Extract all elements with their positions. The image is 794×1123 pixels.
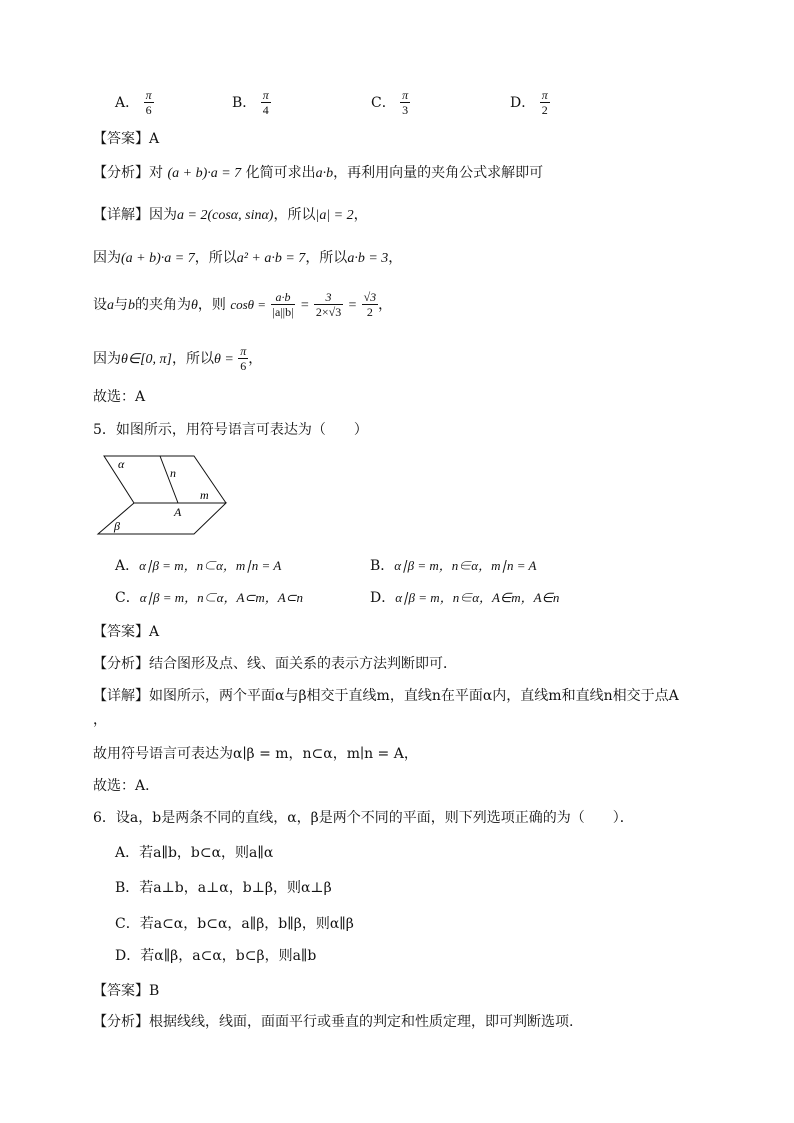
option-b: [115, 880, 332, 897]
fraction: [400, 88, 410, 118]
text: 设: [93, 296, 107, 313]
analysis-line: [93, 656, 457, 673]
option-label: D．: [370, 590, 396, 606]
label-m: m: [200, 488, 209, 502]
denominator: 2: [540, 102, 550, 117]
label-alpha: α: [118, 457, 125, 471]
denominator: 6: [144, 102, 154, 117]
detail-line-3: 设a与b的夹角为θ，则 cosθ = $\frac{a\cdot b}{|a||b|}$ = $\frac{3}{2\times√3}$ = $\frac{√3}{2}$ ，: [93, 290, 393, 320]
math-expr: (a + b)·a = 7: [167, 166, 242, 181]
analysis-text: 根据线线，线面，面面平行或垂直的判定和性质定理，即可判断选项.: [149, 1014, 574, 1030]
numerator: √3: [363, 290, 377, 304]
numerator: a·b: [275, 290, 291, 304]
option-b: [370, 558, 536, 575]
text: ，所以: [305, 250, 348, 266]
text: 与: [114, 296, 128, 313]
math-expr: a·b = 3: [347, 251, 389, 266]
option-label: B．: [232, 94, 257, 111]
option-label: D．: [115, 948, 141, 964]
math-expr: a² + a·b = 7: [236, 251, 306, 266]
text: ，所以: [194, 250, 237, 266]
math-expr: a = 2(cosα, sinα): [177, 208, 274, 223]
fraction: [271, 290, 296, 320]
option-d: [115, 948, 316, 965]
question-title: 5．如图所示，用符号语言可表达为（ ）: [93, 422, 368, 438]
detail-line-4: [93, 344, 262, 374]
conclusion: 故选：A: [93, 389, 146, 405]
answer-tag: 【答案】: [93, 131, 149, 147]
text: ，则: [197, 296, 226, 313]
text: ，: [248, 350, 263, 367]
option-text: 若a∥b，b⊂α，则a∥α: [139, 845, 274, 861]
label-n: n: [170, 466, 176, 480]
detail-line-1: [93, 207, 368, 225]
option-b: [232, 88, 271, 118]
fraction: [314, 290, 343, 320]
math-expr: θ =: [213, 351, 234, 367]
numerator: π: [145, 88, 152, 102]
fraction: [540, 88, 550, 118]
text: ，所以: [171, 350, 214, 367]
text: 因为: [93, 250, 121, 266]
option-a: [115, 845, 273, 862]
math-expr: (a + b)·a = 7: [121, 251, 195, 266]
fraction: [362, 290, 379, 320]
detail-text: 如图所示，两个平面α与β相交于直线m，直线n在平面α内，直线m和直线n相交于点A: [149, 688, 679, 704]
math-expr: |a| = 2: [315, 208, 354, 223]
analysis-line: [93, 165, 543, 183]
plane-figure: [96, 448, 236, 540]
answer-line: [93, 131, 159, 148]
detail-line-2: [93, 250, 402, 268]
math-var: θ: [191, 297, 198, 313]
math-expr: cosθ =: [230, 296, 267, 312]
answer-value: B: [149, 983, 160, 999]
option-text: 若a⊥b，a⊥α，b⊥β，则α⊥β: [139, 880, 332, 896]
text: ，所以: [273, 207, 316, 223]
analysis-tag: 【分析】: [93, 165, 149, 181]
option-d: [510, 88, 550, 118]
detail-line-1b: ，: [93, 712, 107, 728]
detail-tag: 【详解】: [93, 207, 149, 223]
numerator: π: [402, 88, 409, 102]
analysis-line: [93, 1014, 573, 1031]
answer-tag: 【答案】: [93, 624, 149, 640]
option-d: [370, 590, 559, 607]
option-c: [371, 88, 410, 118]
text: ，: [353, 207, 368, 223]
option-text: α∣β = m，n⊂α，A⊂m，A⊂n: [139, 590, 304, 605]
denominator: 4: [261, 102, 271, 117]
option-label: D．: [510, 94, 536, 111]
question-title: 6．设a，b是两条不同的直线，α，β是两个不同的平面，则下列选项正确的为（ ）．: [93, 810, 634, 826]
option-label: B．: [115, 880, 140, 896]
math-expr: θ∈[0, π]: [121, 351, 172, 367]
option-label: B．: [370, 558, 395, 574]
text: 化简可求出: [245, 165, 316, 181]
denominator: 2: [362, 304, 379, 319]
text: 的夹角为: [135, 296, 191, 313]
option-label: C．: [115, 916, 140, 932]
option-text: α∣β = m，n∈α，A∈m，A∈n: [395, 590, 560, 605]
text: 因为: [149, 207, 177, 223]
answer-tag: 【答案】: [93, 983, 149, 999]
answer-line: [93, 983, 159, 1000]
fraction: [261, 88, 271, 118]
option-text: 若a⊂α，b⊂α，a∥β，b∥β，则α∥β: [139, 916, 354, 932]
math-var: b: [128, 297, 135, 313]
option-a: [115, 558, 281, 575]
answer-value: A: [149, 131, 160, 147]
numerator: π: [262, 88, 269, 102]
denominator: |a||b|: [272, 305, 294, 320]
option-label: C．: [115, 590, 140, 606]
fraction: [238, 344, 248, 374]
option-text: α∣β = m，n∈α，m∣n = A: [394, 558, 537, 573]
detail-line-1: [93, 688, 679, 705]
option-a: [115, 88, 154, 118]
option-label: C．: [371, 94, 396, 111]
math-expr: a·b: [315, 166, 334, 181]
denominator: 6: [238, 358, 248, 373]
text: 对: [149, 165, 163, 181]
option-label: A．: [115, 94, 140, 111]
text: ，再利用向量的夹角公式求解即可: [333, 165, 544, 181]
text: ，: [378, 296, 393, 313]
text: 因为: [93, 350, 121, 367]
detail-line-2: 故用符号语言可表达为α∣β = m，n⊂α，m∣n = A，: [93, 746, 418, 762]
option-label: A．: [115, 845, 140, 861]
conclusion: 故选：A．: [93, 778, 160, 794]
option-label: A．: [115, 558, 140, 574]
answer-value: A: [149, 624, 160, 640]
fraction: [144, 88, 154, 118]
option-c: [115, 590, 303, 607]
analysis-tag: 【分析】: [93, 1014, 149, 1030]
text: ，: [388, 250, 403, 266]
answer-line: [93, 624, 159, 641]
numerator: π: [541, 88, 548, 102]
label-A: A: [174, 505, 182, 519]
analysis-text: 结合图形及点、线、面关系的表示方法判断即可．: [149, 656, 457, 672]
option-text: 若α∥β，a⊂α，b⊂β，则a∥b: [140, 948, 317, 964]
label-beta: β: [114, 519, 120, 533]
option-c: [115, 916, 354, 933]
detail-tag: 【详解】: [93, 688, 149, 704]
option-text: α∣β = m，n⊂α，m∣n = A: [139, 558, 282, 573]
denominator: 3: [400, 102, 410, 117]
numerator: π: [240, 344, 247, 358]
math-var: a: [107, 297, 114, 313]
numerator: 3: [325, 290, 332, 304]
analysis-tag: 【分析】: [93, 656, 149, 672]
denominator: 2×√3: [315, 305, 342, 320]
